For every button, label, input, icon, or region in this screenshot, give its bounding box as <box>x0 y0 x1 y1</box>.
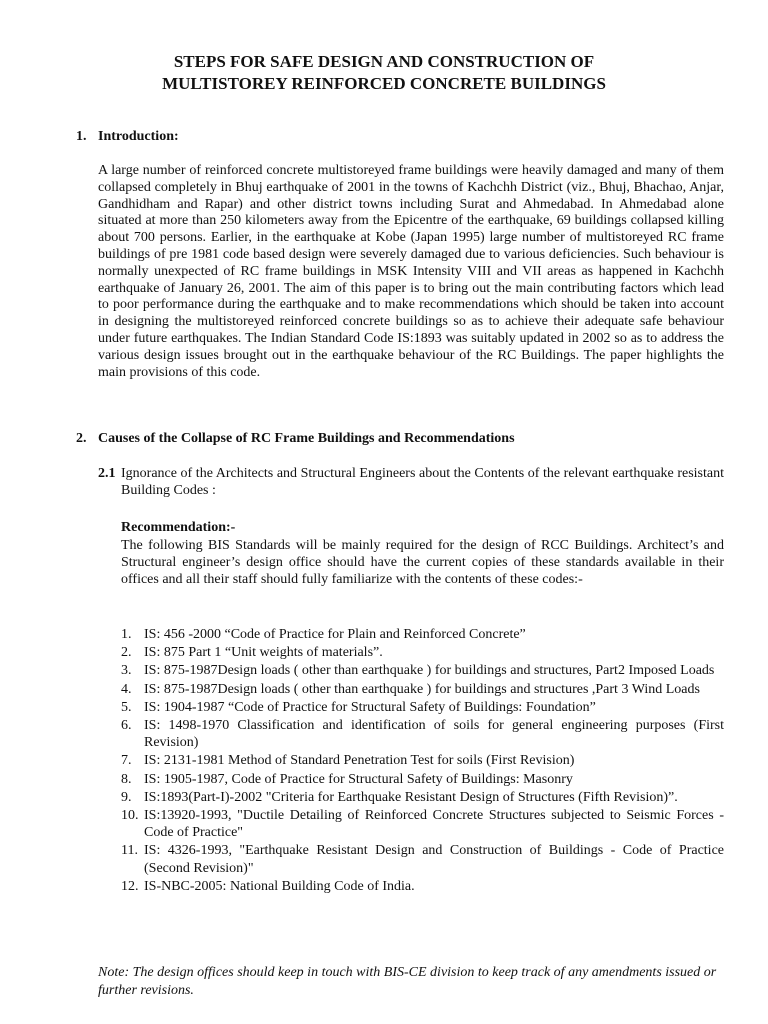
bis-codes-list <box>121 626 724 896</box>
design-office-note: Note: The design offices should keep in touch with BIS-CE division to keep track of any amendments issued or further revisions. <box>98 965 717 998</box>
introduction-paragraph: A large number of reinforced concrete multistoreyed frame buildings were heavily damaged and many of them collapsed completely in Bhuj earthquake of 2001 in the towns of Kachchh District (viz., Bhuj, Bhachao, Anjar, Gandhidham and Rapar) and other district towns including Surat and Ahmedabad. In Ahmedabad alone situated at more than 250 kilometers away from the Epicentre of the earthquake, 69 buildings collapsed killing about 700 persons. Earlier, in the earthquake at Kobe (Japan 1995) large number of multistoreyed RC frame buildings of pre 1981 code based design were severely damaged due to various deficiencies. Such behaviour is normally unexpected of RC frame buildings in MSK Intensity VIII and VII areas as happened in Kachchh earthquake of January 26, 2001. The aim of this paper is to bring out the main contributing factors which lead to poor performance during the earthquake and to make recommendations which should be taken into account in designing the multistoreyed reinforced concrete buildings so as to achieve their adequate safe behaviour under future earthquakes. The Indian Standard Code IS:1893 was suitably updated in 2002 so as to address the various design issues brought out in the earthquake behaviour of the RC Buildings. The paper highlights the main provisions of this code. <box>98 163 724 380</box>
list-item: 5. IS: 1904-1987 “Code of Practice for Structural Safety of Buildings: Foundation” <box>121 699 596 715</box>
list-item: 9. IS:1893(Part-I)-2002 "Criteria for Earthquake Resistant Design of Structures (Fifth Revision)”. <box>121 789 678 805</box>
list-item: 10. IS:13920-1993, "Ductile Detailing of Reinforced Concrete Structures subjected to Seismic Forces - Code of Practice" <box>121 808 724 841</box>
title-line-2: MULTISTOREY REINFORCED CONCRETE BUILDINGS <box>162 74 606 93</box>
recommendation-paragraph: The following BIS Standards will be mainly required for the design of RCC Buildings. Architect’s and Structural engineer’s design office should have the current copies of these standards available in their offices and all their staff should fully familiarize with the contents of these codes:- <box>121 538 724 587</box>
section-1-number: 1. <box>76 129 87 144</box>
section-2-number: 2. <box>76 431 87 446</box>
subsection-2-1-text: Ignorance of the Architects and Structural Engineers about the Contents of the relevant earthquake resistant Building Codes : <box>121 466 724 498</box>
list-item: 1. IS: 456 -2000 “Code of Practice for Plain and Reinforced Concrete” <box>121 627 526 642</box>
section-2-heading <box>76 430 515 448</box>
list-item: 8. IS: 1905-1987, Code of Practice for Structural Safety of Buildings: Masonry <box>121 771 573 787</box>
section-2-title: Causes of the Collapse of RC Frame Buildings and Recommendations <box>98 431 515 446</box>
subsection-2-1-number: 2.1 <box>98 466 116 481</box>
section-1-heading <box>76 128 179 146</box>
title-line-1: STEPS FOR SAFE DESIGN AND CONSTRUCTION OF <box>173 52 595 71</box>
section-1-title: Introduction: <box>98 129 179 144</box>
list-item: 6. IS: 1498-1970 Classification and identification of soils for general engineering purposes (First Revision) <box>121 718 724 751</box>
list-item: 4. IS: 875-1987Design loads ( other than earthquake ) for buildings and structures ,Part 3 Wind Loads <box>121 681 700 697</box>
document-title <box>0 51 768 95</box>
list-item: 7. IS: 2131-1981 Method of Standard Penetration Test for soils (First Revision) <box>121 753 575 769</box>
subsection-2-1 <box>98 466 724 500</box>
recommendation-heading: Recommendation:- <box>121 520 236 535</box>
list-item: 2. IS: 875 Part 1 “Unit weights of materials”. <box>121 645 383 661</box>
list-item: 3. IS: 875-1987Design loads ( other than earthquake ) for buildings and structures, Part2 Imposed Loads <box>121 663 715 679</box>
list-item: 12. IS-NBC-2005: National Building Code of India. <box>121 878 415 894</box>
list-item: 11. IS: 4326-1993, "Earthquake Resistant Design and Construction of Buildings - Code of Practice (Second Revision)" <box>121 843 724 876</box>
